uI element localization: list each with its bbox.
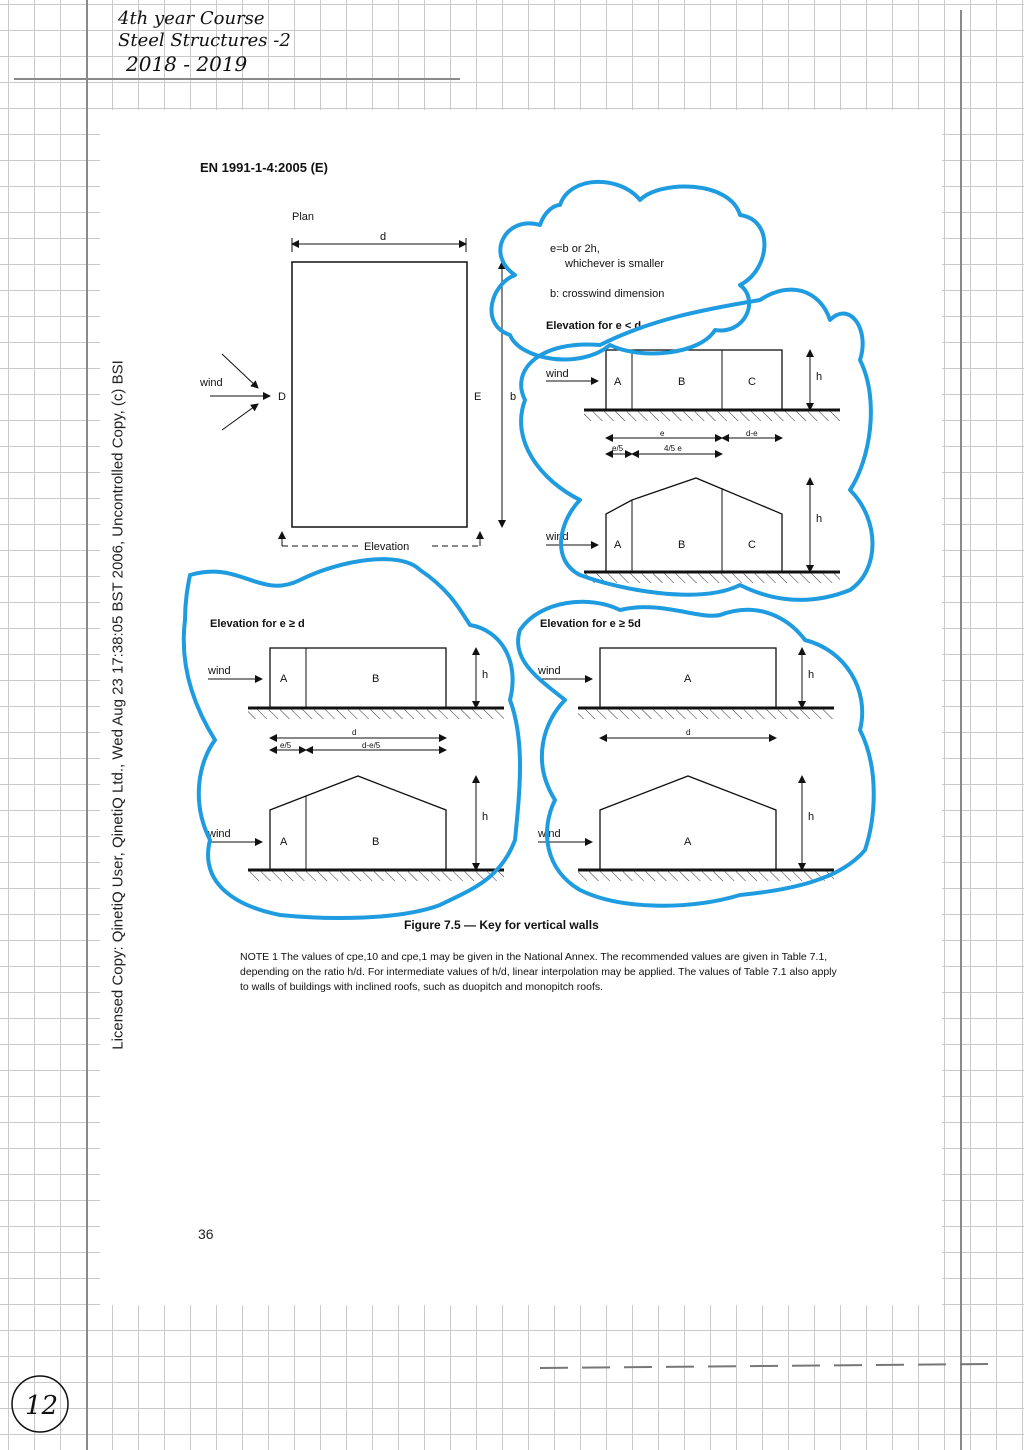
elev3b-h: h: [808, 811, 815, 823]
plan-elevation-label: Elevation: [364, 541, 410, 553]
bottom-dashed-line: [540, 1364, 990, 1368]
document-header: EN 1991-1-4:2005 (E): [200, 160, 328, 175]
def-line-3: b: crosswind dimension: [550, 288, 665, 300]
elev2b-h: h: [482, 811, 489, 823]
cloud-e-ge-d: [184, 559, 520, 918]
plan-dim-d: d: [380, 231, 387, 243]
elev1b-wind: wind: [546, 531, 569, 543]
plan-title: Plan: [292, 211, 315, 223]
wind-arrow-1: [222, 354, 258, 388]
license-watermark: Licensed Copy: QinetiQ User, QinetiQ Ltd., Wed Aug 23 17:38:05 BST 2006, Uncontrolled Copy, (c) BSI: [109, 360, 127, 1050]
handwritten-subject: Steel Structures -2: [118, 30, 291, 51]
elev2b-wind: wind: [208, 828, 231, 840]
elev1-dim-e: e: [660, 429, 665, 438]
handwritten-year: 2018 - 2019: [126, 52, 248, 76]
elev1-zone-B: B: [678, 376, 686, 388]
elev2-zone-A: A: [280, 673, 288, 685]
elev1-dim-45e: 4/5 e: [664, 444, 682, 453]
elev3b-wind: wind: [538, 828, 561, 840]
plan-face-E: E: [474, 391, 482, 403]
elev2-wind: wind: [208, 665, 231, 677]
def-line-1: e=b or 2h,: [550, 243, 600, 255]
elev1-dim-e5: e/5: [612, 444, 624, 453]
cloud-e-lt-d: [521, 290, 872, 600]
elev3-wind: wind: [538, 665, 561, 677]
elevation-e-lt-d: [545, 320, 840, 583]
page-circle-number: 12: [25, 1391, 59, 1421]
elev2-title: Elevation for e ≥ d: [210, 618, 305, 630]
figure-caption: Figure 7.5 — Key for vertical walls: [404, 918, 599, 932]
elev3-zone-A: A: [684, 673, 692, 685]
plan-face-D: D: [278, 391, 286, 403]
elev2-dim-d: d: [352, 728, 357, 737]
elev1-zone-C: C: [748, 376, 756, 388]
elev3b-zone-A: A: [684, 836, 692, 848]
plan-dim-b: b: [510, 391, 517, 403]
elev2-zone-B: B: [372, 673, 380, 685]
elev2b-zone-A: A: [280, 836, 288, 848]
plan-building: [292, 262, 467, 527]
elev1-dim-d-e: d-e: [746, 429, 758, 438]
elev2b-zone-B: B: [372, 836, 380, 848]
def-line-2: whichever is smaller: [565, 258, 665, 270]
elev1b-zone-B: B: [678, 539, 686, 551]
elev2-dim-d-e5: d-e/5: [362, 741, 381, 750]
elev1b-zone-C: C: [748, 539, 756, 551]
elevation-e-ge-5d: [537, 618, 834, 881]
elev1-h: h: [816, 371, 823, 383]
elev2-h: h: [482, 669, 489, 681]
elev1b-h: h: [816, 513, 823, 525]
plan-wind-label: wind: [200, 377, 223, 389]
handwritten-course: 4th year Course: [118, 8, 265, 29]
elev2-dim-e5: e/5: [280, 741, 292, 750]
elevation-e-ge-d: [207, 618, 504, 881]
plan-view: [199, 211, 516, 554]
elev1-wind: wind: [546, 368, 569, 380]
note-paragraph: NOTE 1 The values of cpe,10 and cpe,1 may be given in the National Annex. The recommended values are given in Table 7.1, depending on the ratio h/d. For intermediate values of h/d, linear interpolation may be applied. The values of Table 7.1 also apply to walls of buildings with inclined roofs, such as duopitch and monopitch roofs.: [240, 951, 837, 993]
elev3-dim-d: d: [686, 728, 691, 737]
wind-arrow-3: [222, 404, 258, 430]
elev1b-zone-A: A: [614, 539, 622, 551]
page-number: 36: [198, 1226, 214, 1242]
elev1-zone-A: A: [614, 376, 622, 388]
elev3-title: Elevation for e ≥ 5d: [540, 618, 641, 630]
elev1-title: Elevation for e < d: [546, 320, 642, 332]
definitions: [550, 243, 664, 300]
elev3-h: h: [808, 669, 815, 681]
